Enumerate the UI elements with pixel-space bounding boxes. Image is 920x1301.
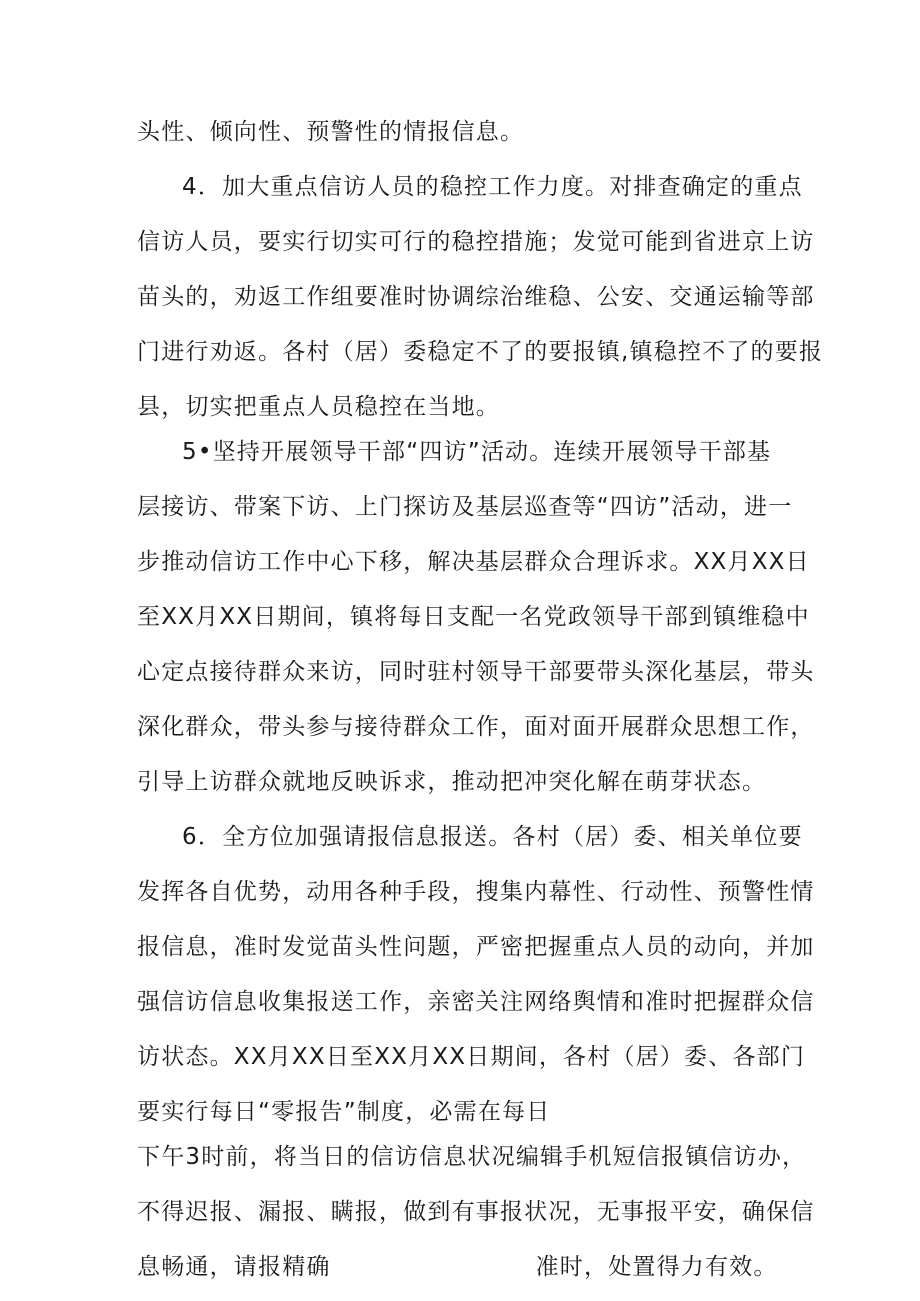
- text-line-19: 要实行每日“零报告”制度，必需在每日: [137, 1099, 551, 1125]
- text-line-9: 步推动信访工作中心下移，解决基层群众合理诉求。XX月XX日: [137, 549, 810, 575]
- paragraph-6-heading-line: 6．全方位加强请报信息报送。各村（居）委、相关单位要: [182, 824, 803, 850]
- text-line-20: 下午3时前，将当日的信访信息状况编辑手机短信报镇信访办，: [137, 1144, 807, 1170]
- text-line-13: 引导上访群众就地反映诉求，推动把冲突化解在萌芽状态。: [137, 769, 767, 795]
- text-line-8: 层接访、带案下访、上门探访及基层巡查等“四访”活动，进一: [137, 494, 793, 520]
- paragraph-4-heading-line: 4．加大重点信访人员的稳控工作力度。对排查确定的重点: [182, 174, 803, 200]
- text-line-10: 至XX月XX日期间，镇将每日支配一名党政领导干部到镇维稳中: [137, 604, 810, 630]
- text-line-22: [137, 1252, 797, 1282]
- text-line-17: 强信访信息收集报送工作，亲密关注网络舆情和准时把握群众信: [137, 989, 815, 1015]
- text-line-11: 心定点接待群众来访，同时驻村领导干部要带头深化基层，带头: [137, 659, 815, 685]
- text-line-5: 门进行劝返。各村（居）委稳定不了的要报镇,镇稳控不了的要报: [137, 339, 824, 365]
- text-line-3: 信访人员，要实行切实可行的稳控措施；发觉可能到省进京上访: [137, 229, 815, 255]
- text-line-4: 苗头的，劝返工作组要准时协调综治维稳、公安、交通运输等部: [137, 284, 815, 310]
- text-line-15: 发挥各自优势，动用各种手段，搜集内幕性、行动性、预警性情: [137, 879, 815, 905]
- text-line-6: 县，切实把重点人员稳控在当地。: [137, 394, 500, 420]
- text-line-12: 深化群众，带头参与接待群众工作，面对面开展群众思想工作，: [137, 714, 815, 740]
- text-line-22-end: 准时，处置得力有效。: [535, 1254, 778, 1280]
- text-line-22-start: 息畅通，请报精确: [137, 1254, 331, 1280]
- text-line-16: 报信息，准时发觉苗头性问题，严密把握重点人员的动向，并加: [137, 934, 815, 960]
- text-line-21: 不得迟报、漏报、瞒报，做到有事报状况，无事报平安，确保信: [137, 1199, 815, 1225]
- text-line-1: 头性、倾向性、预警性的情报信息。: [137, 119, 525, 145]
- text-line-18: 访状态。XX月XX日至XX月XX日期间，各村（居）委、各部门: [137, 1044, 806, 1070]
- paragraph-5-heading-line: 5•坚持开展领导干部“四访”活动。连续开展领导干部基: [182, 439, 772, 465]
